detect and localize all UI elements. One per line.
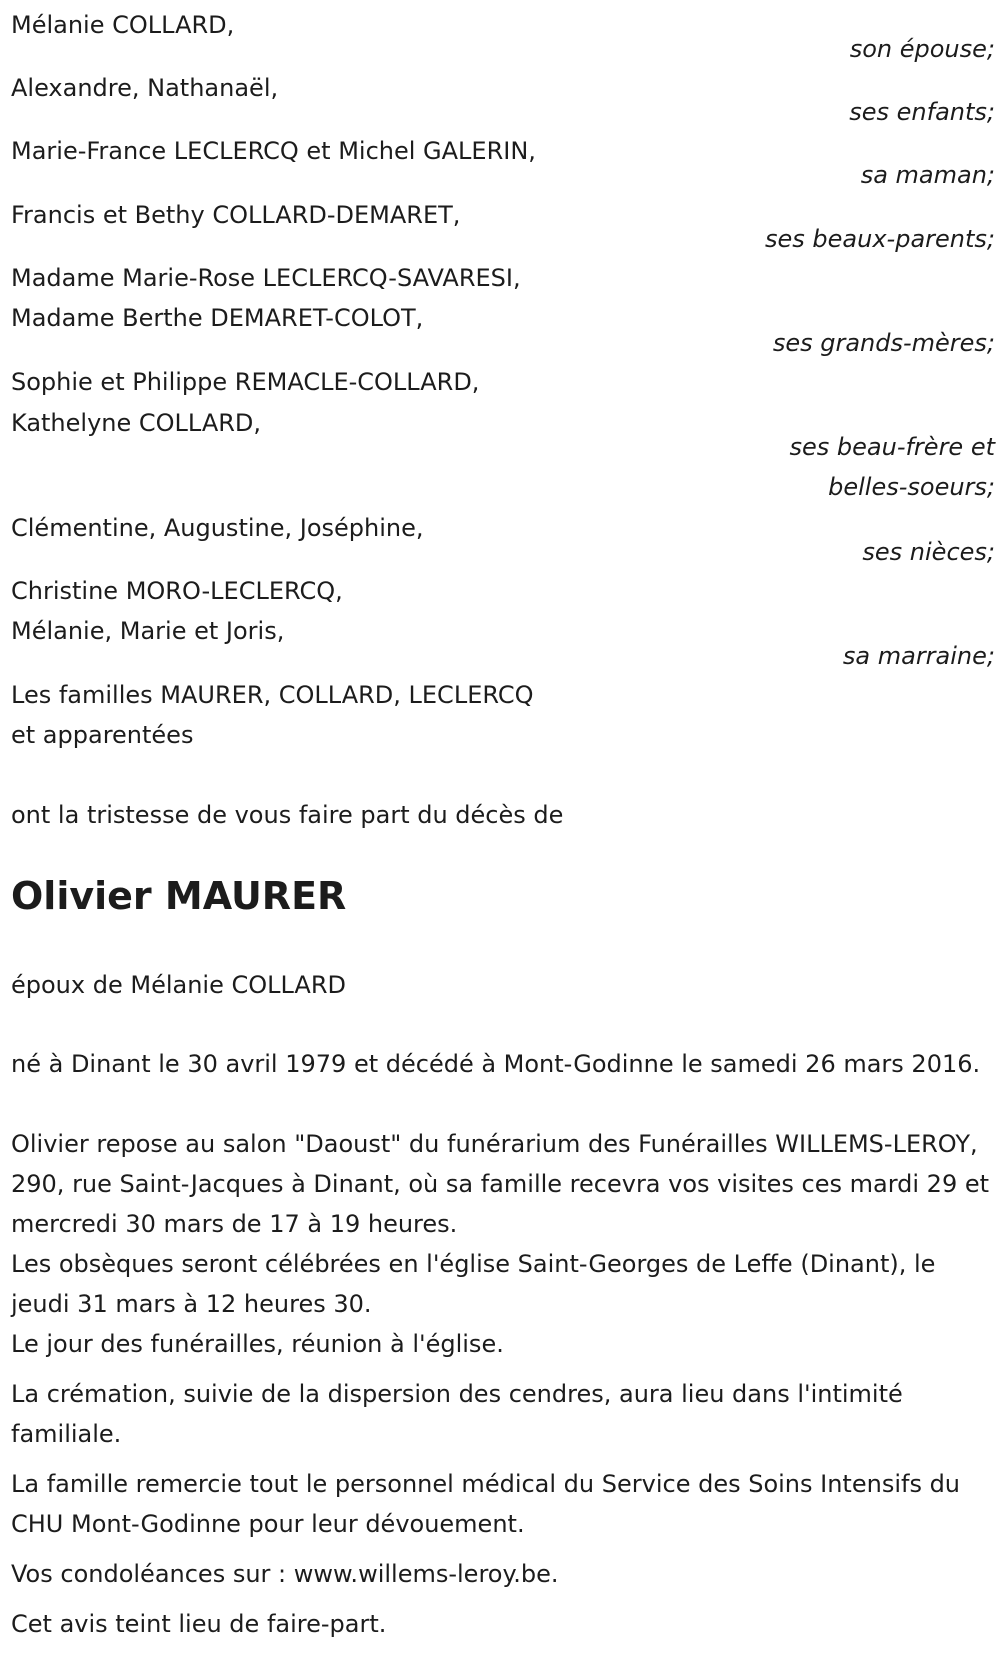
family-relation: ses beau-frère et: [789, 433, 995, 461]
visitation-paragraph: Olivier repose au salon "Daoust" du funérarium des Funérailles WILLEMS-LEROY, 290, rue Saint-Jacques à Dinant, où sa famille recevra vos visites ces mardi 29 et mercredi 30 mars de 17 à 19 heures.: [11, 1130, 990, 1238]
family-name-line: Francis et Bethy COLLARD-DEMARET,: [11, 201, 461, 229]
deceased-name: Olivier MAURER: [11, 874, 347, 918]
family-relation: ses nièces;: [862, 538, 995, 566]
birth-death-paragraph: né à Dinant le 30 avril 1979 et décédé à Mont-Godinne le samedi 26 mars 2016.: [11, 1050, 981, 1078]
meeting-paragraph: Le jour des funérailles, réunion à l'église.: [11, 1330, 504, 1358]
family-name-line: Madame Marie-Rose LECLERCQ-SAVARESI,: [11, 264, 521, 292]
family-name-line: Madame Berthe DEMARET-COLOT,: [11, 304, 424, 332]
notice-paragraph: Cet avis teint lieu de faire-part.: [11, 1610, 387, 1638]
family-name-line: Mélanie, Marie et Joris,: [11, 617, 285, 645]
family-name-line: Sophie et Philippe REMACLE-COLLARD,: [11, 368, 480, 396]
family-name-line: Marie-France LECLERCQ et Michel GALERIN,: [11, 137, 536, 165]
family-name-line: Mélanie COLLARD,: [11, 11, 235, 39]
funeral-paragraph: Les obsèques seront célébrées en l'église Saint-Georges de Leffe (Dinant), le jeudi 31 mars à 12 heures 30.: [11, 1250, 936, 1318]
spouse-line: époux de Mélanie COLLARD: [11, 971, 346, 999]
family-name-line: Clémentine, Augustine, Joséphine,: [11, 514, 424, 542]
family-relation: ses grands-mères;: [772, 329, 995, 357]
thanks-paragraph: La famille remercie tout le personnel médical du Service des Soins Intensifs du CHU Mont-Godinne pour leur dévouement.: [11, 1470, 961, 1538]
family-relation: sa maman;: [860, 161, 995, 189]
family-name-line: Kathelyne COLLARD,: [11, 409, 262, 437]
family-name-line: et apparentées: [11, 721, 194, 749]
announcement-text: ont la tristesse de vous faire part du décès de: [11, 801, 564, 829]
family-relation: belles-soeurs;: [828, 473, 995, 501]
family-relation: ses enfants;: [849, 98, 995, 126]
cremation-paragraph: La crémation, suivie de la dispersion des cendres, aura lieu dans l'intimité familiale.: [11, 1380, 903, 1448]
family-relation: ses beaux-parents;: [765, 225, 995, 253]
family-name-line: Alexandre, Nathanaël,: [11, 74, 279, 102]
family-relation: son épouse;: [849, 35, 995, 63]
condolences-paragraph: Vos condoléances sur : www.willems-leroy.be.: [11, 1560, 559, 1588]
family-relation: sa marraine;: [842, 642, 995, 670]
family-name-line: Les familles MAURER, COLLARD, LECLERCQ: [11, 681, 534, 709]
family-name-line: Christine MORO-LECLERCQ,: [11, 577, 343, 605]
